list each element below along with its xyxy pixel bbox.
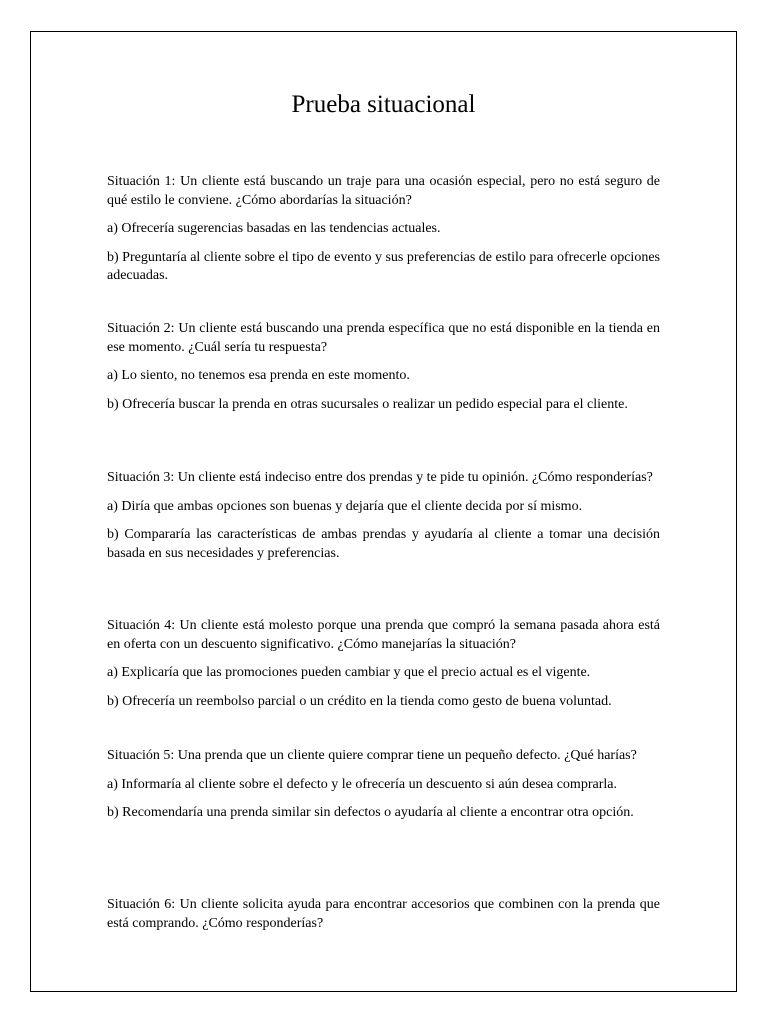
option-a: a) Lo siento, no tenemos esa prenda en este momento. xyxy=(107,368,410,383)
situation-3 xyxy=(107,469,660,563)
situation-prompt: Situación 2: Un cliente está buscando una prenda específica que no está disponible en la tienda en ese momento. ¿Cuál sería tu respuesta? xyxy=(107,321,660,355)
option-b: b) Compararía las características de ambas prendas y ayudaría al cliente a tomar una decisión basada en sus necesidades y preferencias. xyxy=(107,527,660,561)
option-b: b) Ofrecería buscar la prenda en otras sucursales o realizar un pedido especial para el cliente. xyxy=(107,396,628,412)
situation-prompt: Situación 4: Un cliente está molesto porque una prenda que compró la semana pasada ahora está en oferta con un descuento significativo. ¿Cómo manejarías la situación? xyxy=(107,618,660,652)
option-b: b) Recomendaría una prenda similar sin defectos o ayudaría al cliente a encontrar otra opción. xyxy=(107,805,634,820)
document-page xyxy=(30,31,737,992)
option-b: b) Preguntaría al cliente sobre el tipo de evento y sus preferencias de estilo para ofrecerle opciones adecuadas. xyxy=(107,249,660,283)
situation-prompt: Situación 3: Un cliente está indeciso entre dos prendas y te pide tu opinión. ¿Cómo responderías? xyxy=(107,470,653,485)
situation-prompt: Situación 5: Una prenda que un cliente quiere comprar tiene un pequeño defecto. ¿Qué harías? xyxy=(107,748,637,763)
situation-2 xyxy=(107,320,660,414)
document-title: Prueba situacional xyxy=(291,91,476,118)
option-a: a) Ofrecería sugerencias basadas en las tendencias actuales. xyxy=(107,221,441,236)
situation-5 xyxy=(107,747,660,823)
situation-1 xyxy=(107,173,660,286)
situation-4 xyxy=(107,617,660,711)
option-a: a) Diría que ambas opciones son buenas y dejaría que el cliente decida por sí mismo. xyxy=(107,498,583,514)
situation-6 xyxy=(107,896,660,943)
option-a: a) Explicaría que las promociones pueden cambiar y que el precio actual es el vigente. xyxy=(107,665,591,680)
situation-prompt: Situación 1: Un cliente está buscando un traje para una ocasión especial, pero no está seguro de qué estilo le conviene. ¿Cómo abordarías la situación? xyxy=(107,174,660,208)
option-a: a) Informaría al cliente sobre el defecto y le ofrecería un descuento si aún desea comprarla. xyxy=(107,776,617,792)
situation-prompt: Situación 6: Un cliente solicita ayuda para encontrar accesorios que combinen con la prenda que está comprando. ¿Cómo responderías? xyxy=(107,897,660,931)
option-b: b) Ofrecería un reembolso parcial o un crédito en la tienda como gesto de buena voluntad. xyxy=(107,693,612,709)
